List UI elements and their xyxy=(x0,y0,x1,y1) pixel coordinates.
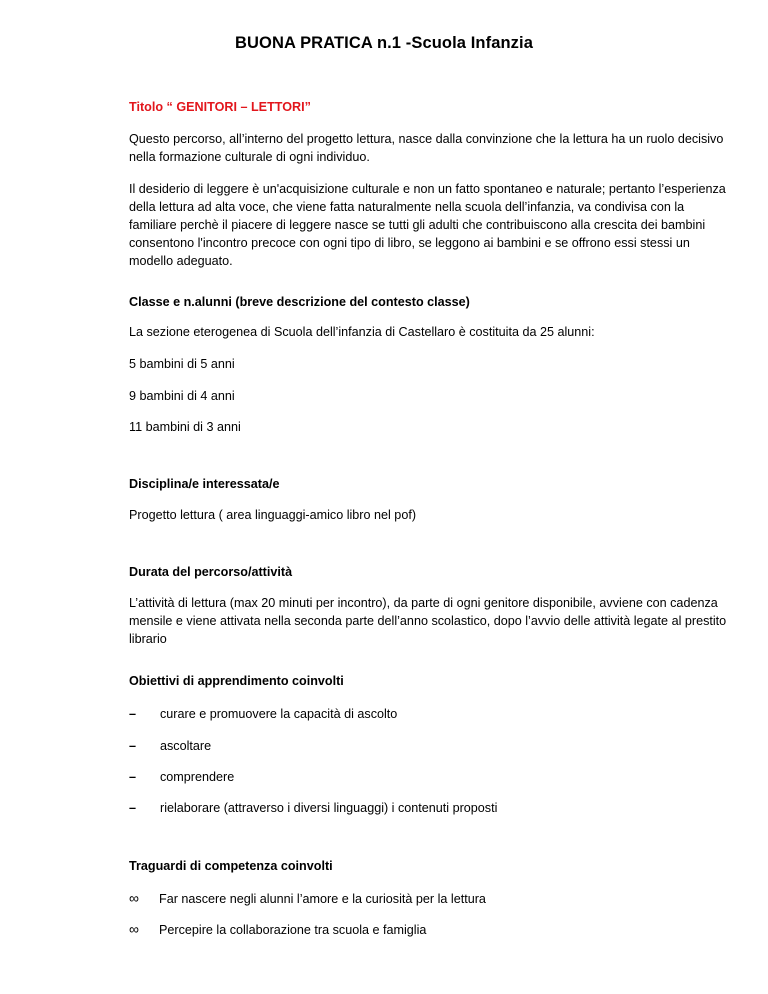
page-title: BUONA PRATICA n.1 -Scuola Infanzia xyxy=(235,34,533,52)
classe-item: 9 bambini di 4 anni xyxy=(129,389,235,403)
traguardi-heading: Traguardi di competenza coinvolti xyxy=(129,859,333,873)
list-item-text: comprendere xyxy=(160,770,235,784)
list-item-text: ascoltare xyxy=(160,739,212,753)
disciplina-text: Progetto lettura ( area linguaggi-amico libro nel pof) xyxy=(129,508,417,522)
durata-heading: Durata del percorso/attività xyxy=(129,565,293,579)
titolo-label: Titolo “ GENITORI – LETTORI” xyxy=(129,100,311,114)
list-item-text: Far nascere negli alunni l’amore e la curiosità per la lettura xyxy=(159,892,486,906)
classe-heading: Classe e n.alunni (breve descrizione del contesto classe) xyxy=(129,295,470,309)
disciplina-heading: Disciplina/e interessata/e xyxy=(129,477,280,491)
infinity-bullet-icon: ∞ xyxy=(129,921,139,937)
obiettivi-heading: Obiettivi di apprendimento coinvolti xyxy=(129,674,344,688)
dash-bullet-icon: – xyxy=(129,707,137,721)
durata-text: L’attività di lettura (max 20 minuti per incontro), da parte di ogni genitore disponibile, avviene con cadenza mensile e viene attivata nella seconda parte dell’anno scolastico, dopo l’avvio delle attività legate al prestito librario xyxy=(129,596,727,646)
intro-paragraph-1: Questo percorso, all’interno del progetto lettura, nasce dalla convinzione che la lettura ha un ruolo decisivo nella formazione culturale di ogni individuo. xyxy=(129,132,724,164)
classe-text: La sezione eterogenea di Scuola dell’infanzia di Castellaro è costituita da 25 alunni: xyxy=(129,325,595,339)
list-item-text: rielaborare (attraverso i diversi linguaggi) i contenuti proposti xyxy=(160,801,498,815)
dash-bullet-icon: – xyxy=(129,739,137,753)
list-item-text: Percepire la collaborazione tra scuola e famiglia xyxy=(159,923,427,937)
infinity-bullet-icon: ∞ xyxy=(129,890,139,906)
list-item-text: curare e promuovere la capacità di ascolto xyxy=(160,707,398,721)
classe-item: 5 bambini di 5 anni xyxy=(129,357,235,371)
dash-bullet-icon: – xyxy=(129,801,137,815)
intro-paragraph-2: Il desiderio di leggere è un'acquisizione culturale e non un fatto spontaneo e naturale; pertanto l’esperienza della lettura ad alta voce, che viene fatta naturalmente nella scuola dell’infanzia, va condivisa con la familiare perchè il piacere di leggere nasce se tutti gli adulti che contribuiscono alla crescita dei bambini consentono l'incontro precoce con ogni tipo di libro, se leggono ai bambini e se offrono essi stessi un modello adeguato. xyxy=(129,182,726,268)
classe-item: 11 bambini di 3 anni xyxy=(129,420,241,434)
dash-bullet-icon: – xyxy=(129,770,137,784)
